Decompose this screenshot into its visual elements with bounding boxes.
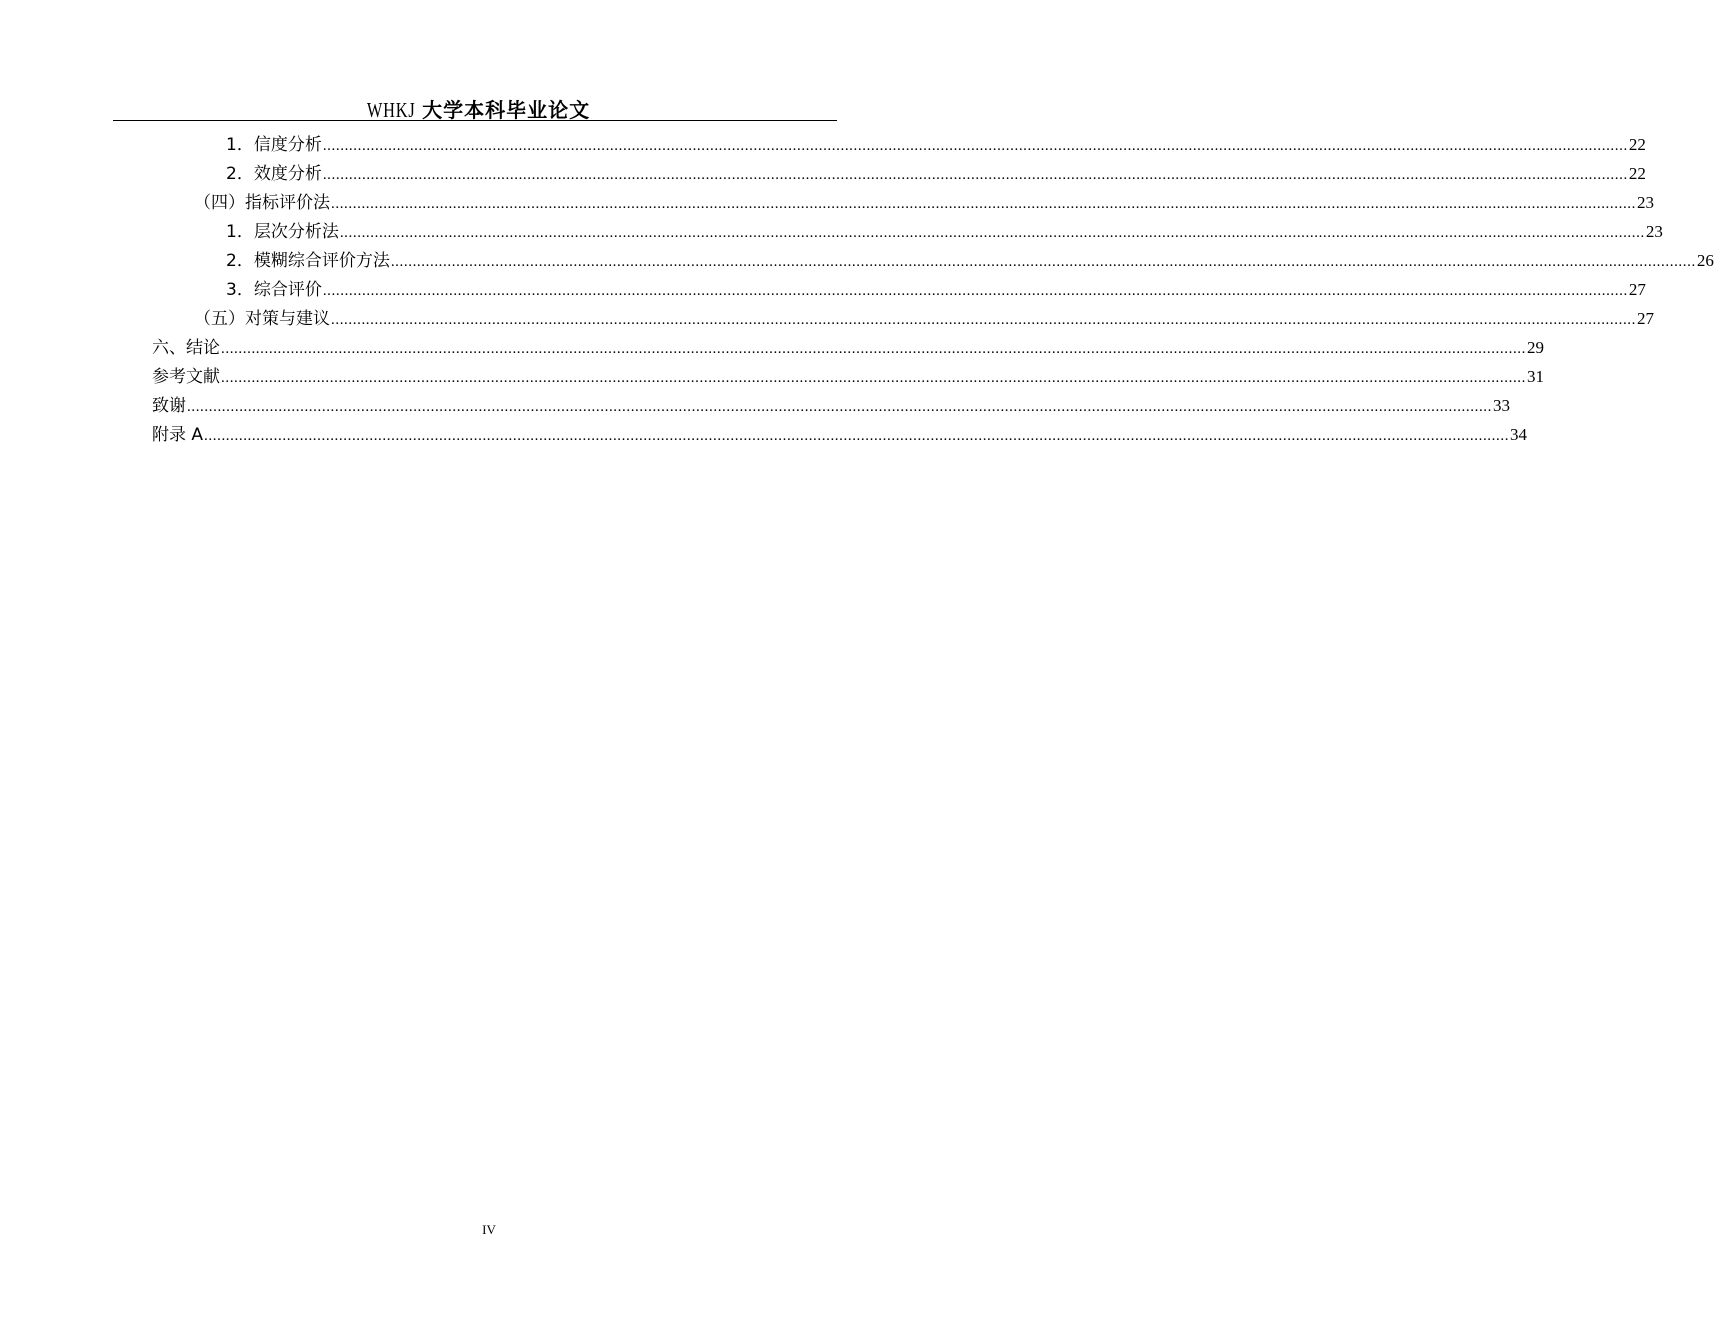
toc-entry-label: （四）指标评价法 [194, 193, 330, 213]
toc-leader-dots: ............................................................................................................................................................................................................................................................................................................ [390, 254, 1696, 270]
toc-entry-label: 附录 A [152, 425, 204, 445]
toc-entry-page: 27 [1637, 309, 1654, 328]
toc-leader-dots: ............................................................................................................................................................................................................................................................................................................ [204, 428, 1510, 444]
toc-entry-label: （五）对策与建议 [194, 309, 330, 329]
toc-leader-dots: ............................................................................................................................................................................................................................................................................................................ [221, 341, 1526, 357]
toc-entry-label: 参考文献 [152, 367, 220, 387]
toc-entry-page: 26 [1696, 251, 1714, 270]
toc-entry-label: 2．效度分析 [226, 164, 322, 184]
toc-leader-dots: ............................................................................................................................................................................................................................................................................................................ [322, 167, 1628, 183]
toc-leader-dots: ............................................................................................................................................................................................................................................................................................................ [187, 399, 1492, 415]
table-of-contents [152, 130, 1714, 449]
toc-entry-label: 3．综合评价 [226, 280, 322, 300]
toc-entry-page: 33 [1493, 396, 1510, 415]
page-number: IV [482, 1222, 496, 1237]
toc-entry-page: 22 [1628, 164, 1646, 183]
header-latin-text: WHKJ [366, 98, 416, 122]
toc-entry-label: 六、结论 [152, 338, 220, 358]
toc-entry-page: 23 [1645, 222, 1663, 241]
toc-entry-page: 31 [1527, 367, 1544, 386]
toc-entry[interactable] [152, 333, 1544, 362]
toc-leader-dots: ............................................................................................................................................................................................................................................................................................................ [339, 225, 1645, 241]
toc-entry[interactable] [152, 391, 1510, 420]
toc-leader-dots: ............................................................................................................................................................................................................................................................................................................ [322, 138, 1628, 154]
toc-entry-page: 34 [1510, 425, 1528, 444]
toc-entry-label: 1．信度分析 [226, 135, 322, 155]
toc-entry[interactable] [152, 217, 1663, 246]
page-header [113, 92, 837, 121]
toc-leader-dots: ............................................................................................................................................................................................................................................................................................................ [331, 312, 1636, 328]
toc-entry[interactable] [152, 304, 1654, 333]
toc-entry-label: 2．模糊综合评价方法 [226, 251, 390, 271]
toc-entry-page: 23 [1637, 193, 1654, 212]
toc-entry-page: 29 [1527, 338, 1544, 357]
toc-entry-label: 致谢 [152, 396, 186, 416]
toc-leader-dots: ............................................................................................................................................................................................................................................................................................................ [322, 283, 1628, 299]
toc-entry[interactable] [152, 159, 1646, 188]
toc-entry-page: 22 [1628, 135, 1646, 154]
toc-entry-label: 1．层次分析法 [226, 222, 339, 242]
toc-entry-page: 27 [1628, 280, 1646, 299]
toc-entry[interactable] [152, 130, 1646, 159]
toc-leader-dots: ............................................................................................................................................................................................................................................................................................................ [221, 370, 1526, 386]
toc-entry[interactable] [152, 246, 1714, 275]
header-title [360, 94, 590, 123]
toc-entry[interactable] [152, 362, 1544, 391]
toc-entry[interactable] [152, 188, 1654, 217]
toc-leader-dots: ............................................................................................................................................................................................................................................................................................................ [331, 196, 1636, 212]
header-cjk-text: 大学本科毕业论文 [422, 98, 591, 122]
toc-entry[interactable] [152, 275, 1646, 304]
toc-entry[interactable] [152, 420, 1528, 449]
